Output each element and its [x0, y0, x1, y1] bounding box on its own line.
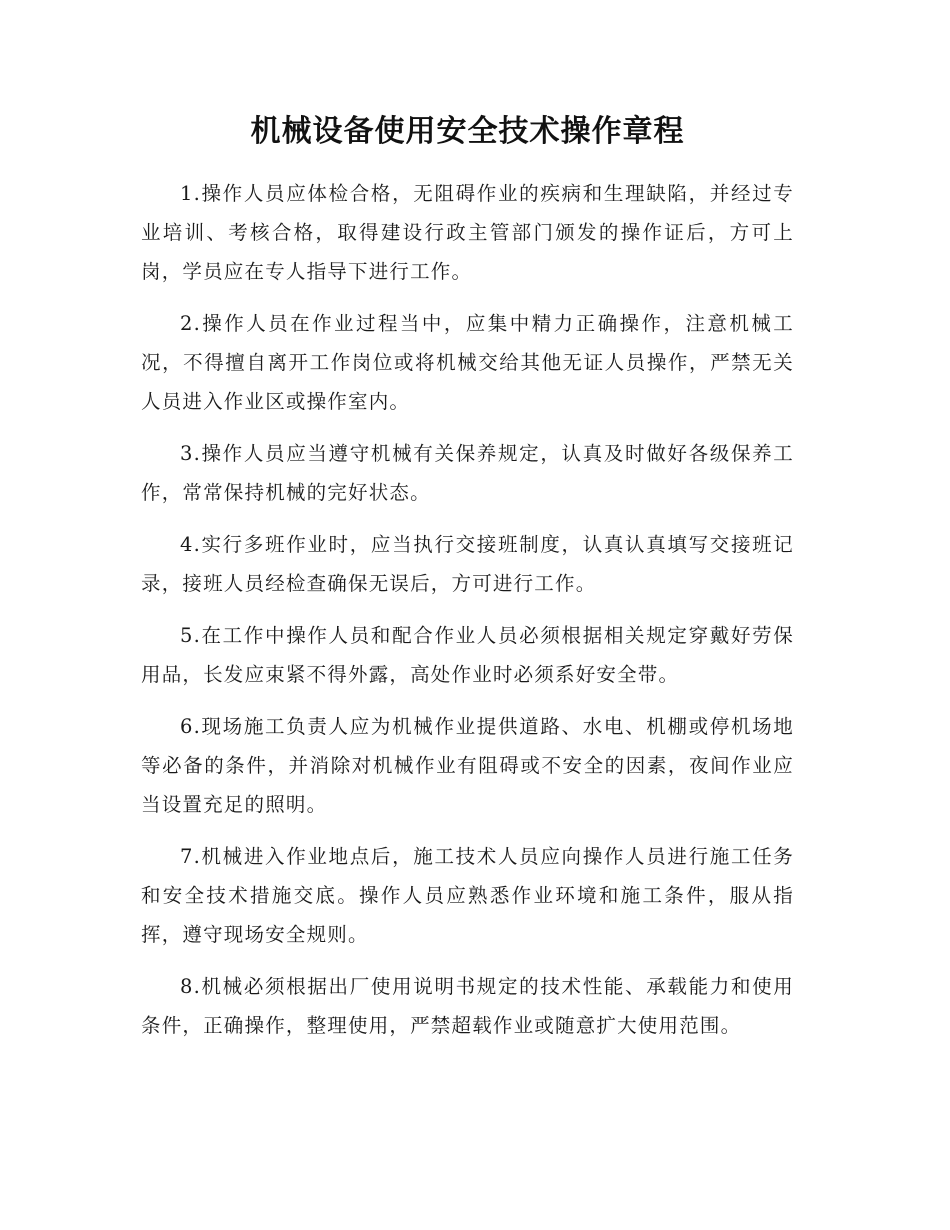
paragraph-3: 3.操作人员应当遵守机械有关保养规定，认真及时做好各级保养工作，常常保持机械的完好状态。 [141, 442, 794, 504]
paragraph-1: 1.操作人员应体检合格，无阻碍作业的疾病和生理缺陷，并经过专业培训、考核合格，取得建设行政主管部门颁发的操作证后，方可上岗，学员应在专人指导下进行工作。 [141, 182, 794, 283]
paragraph-7: 7.机械进入作业地点后，施工技术人员应向操作人员进行施工任务和安全技术措施交底。操作人员应熟悉作业环境和施工条件，服从指挥，遵守现场安全规则。 [141, 845, 794, 946]
paragraph-5: 5.在工作中操作人员和配合作业人员必须根据相关规定穿戴好劳保用品，长发应束紧不得外露，高处作业时必须系好安全带。 [141, 624, 794, 686]
document-title: 机械设备使用安全技术操作章程 [250, 114, 685, 149]
paragraph-8: 8.机械必须根据出厂使用说明书规定的技术性能、承载能力和使用条件，正确操作，整理使用，严禁超载作业或随意扩大使用范围。 [141, 975, 794, 1037]
paragraph-6: 6.现场施工负责人应为机械作业提供道路、水电、机棚或停机场地等必备的条件，并消除对机械作业有阻碍或不安全的因素，夜间作业应当设置充足的照明。 [141, 715, 794, 816]
paragraph-4: 4.实行多班作业时，应当执行交接班制度，认真认真填写交接班记录，接班人员经检查确保无误后，方可进行工作。 [141, 533, 794, 595]
paragraph-2: 2.操作人员在作业过程当中，应集中精力正确操作，注意机械工况，不得擅自离开工作岗位或将机械交给其他无证人员操作，严禁无关人员进入作业区或操作室内。 [141, 312, 794, 413]
